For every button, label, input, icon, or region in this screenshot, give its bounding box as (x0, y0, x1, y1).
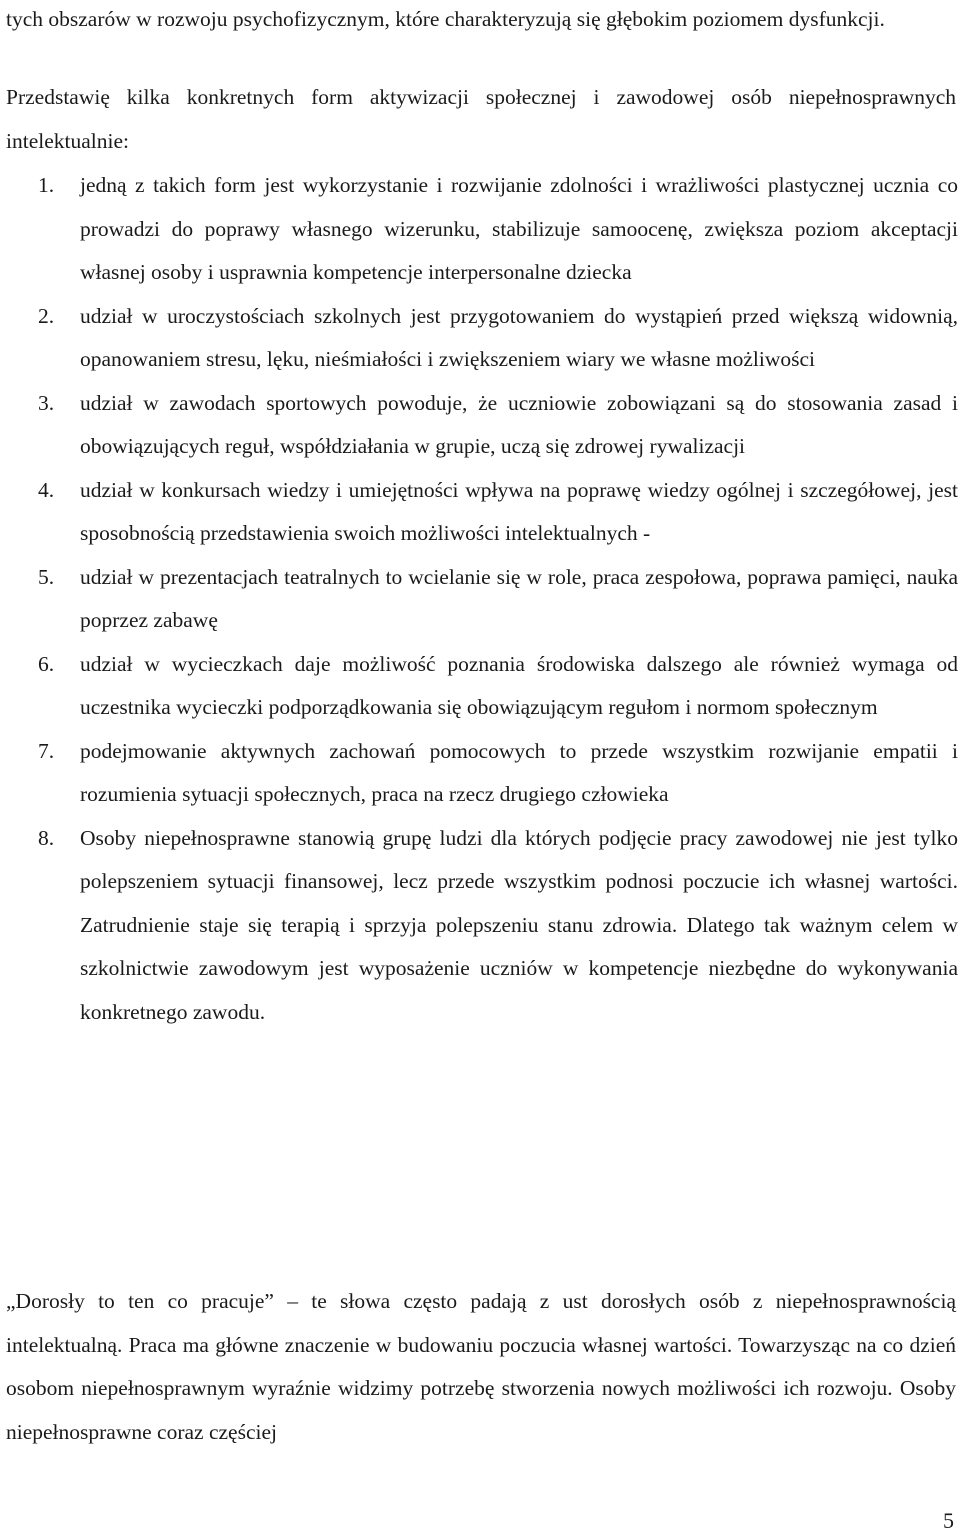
activation-forms-list (0, 164, 958, 1034)
list-item (0, 469, 958, 556)
list-item (0, 730, 958, 817)
list-item-number: 6. (38, 651, 55, 676)
list-item-text: Osoby niepełnosprawne stanowią grupę ludzi dla których podjęcie pracy zawodowej nie jest tylko polepszeniem sytuacji finansowej, lecz przede wszystkim podnosi poczucie ich własnej wartości. Zatrudnienie staje się terapią i sprzyja polepszeniu stanu zdrowia. Dlatego tak ważnym celem w szkolnictwie zawodowym jest wyposażenie uczniów w kompetencje niezbędne do wykonywania konkretnego zawodu. (80, 825, 958, 1024)
list-item-number: 3. (38, 390, 55, 415)
list-item (0, 382, 958, 469)
list-item-text: podejmowanie aktywnych zachowań pomocowych to przede wszystkim rozwijanie empatii i rozumienia sytuacji społecznych, praca na rzecz drugiego człowieka (80, 738, 958, 806)
list-item-text: jedną z takich form jest wykorzystanie i rozwijanie zdolności i wrażliwości plastycznej ucznia co prowadzi do poprawy własnego wizerunku, stabilizuje samoocenę, zwiększa poziom akceptacji własnej osoby i usprawnia kompetencje interpersonalne dziecka (80, 173, 958, 284)
list-item (0, 556, 958, 643)
page-number: 5 (943, 1508, 954, 1533)
intro-paragraph-1: tych obszarów w rozwoju psychofizycznym, które charakteryzują się głębokim poziomem dysfunkcji. (6, 7, 885, 31)
list-item (0, 295, 958, 382)
list-item-text: udział w wycieczkach daje możliwość poznania środowiska dalszego ale również wymaga od uczestnika wycieczki podporządkowania się obowiązującym regułom i normom społecznym (80, 651, 958, 719)
list-item-text: udział w zawodach sportowych powoduje, że uczniowie zobowiązani są do stosowania zasad i obowiązujących reguł, współdziałania w grupie, uczą się zdrowej rywalizacji (80, 390, 958, 458)
list-item (0, 643, 958, 730)
list-item-number: 1. (38, 173, 55, 197)
list-item-number: 2. (38, 303, 55, 328)
list-item-text: udział w uroczystościach szkolnych jest przygotowaniem do wystąpień przed większą widownią, opanowaniem stresu, lęku, nieśmiałości i zwiększeniem wiary we własne możliwości (80, 303, 958, 371)
list-item (0, 817, 958, 1035)
list-item (0, 164, 958, 295)
closing-paragraph: „Dorosły to ten co pracuje” – te słowa często padają z ust dorosłych osób z niepełnosprawnością intelektualną. Praca ma główne znaczenie w budowaniu poczucia własnej wartości. Towarzysząc na co dzień osobom niepełnosprawnym wyraźnie widzimy potrzebę stworzenia nowych możliwości ich rozwoju. Osoby niepełnosprawne coraz częściej (6, 1289, 956, 1444)
list-item-number: 5. (38, 564, 55, 589)
list-item-number: 4. (38, 477, 55, 502)
list-item-text: udział w prezentacjach teatralnych to wcielanie się w role, praca zespołowa, poprawa pamięci, nauka poprzez zabawę (80, 564, 958, 632)
list-item-number: 8. (38, 825, 55, 850)
list-item-text: udział w konkursach wiedzy i umiejętności wpływa na poprawę wiedzy ogólnej i szczegółowej, jest sposobnością przedstawienia swoich możliwości intelektualnych - (80, 477, 958, 545)
intro-paragraph-2: Przedstawię kilka konkretnych form aktywizacji społecznej i zawodowej osób niepełnosprawnych intelektualnie: (6, 85, 956, 153)
list-item-number: 7. (38, 738, 55, 763)
